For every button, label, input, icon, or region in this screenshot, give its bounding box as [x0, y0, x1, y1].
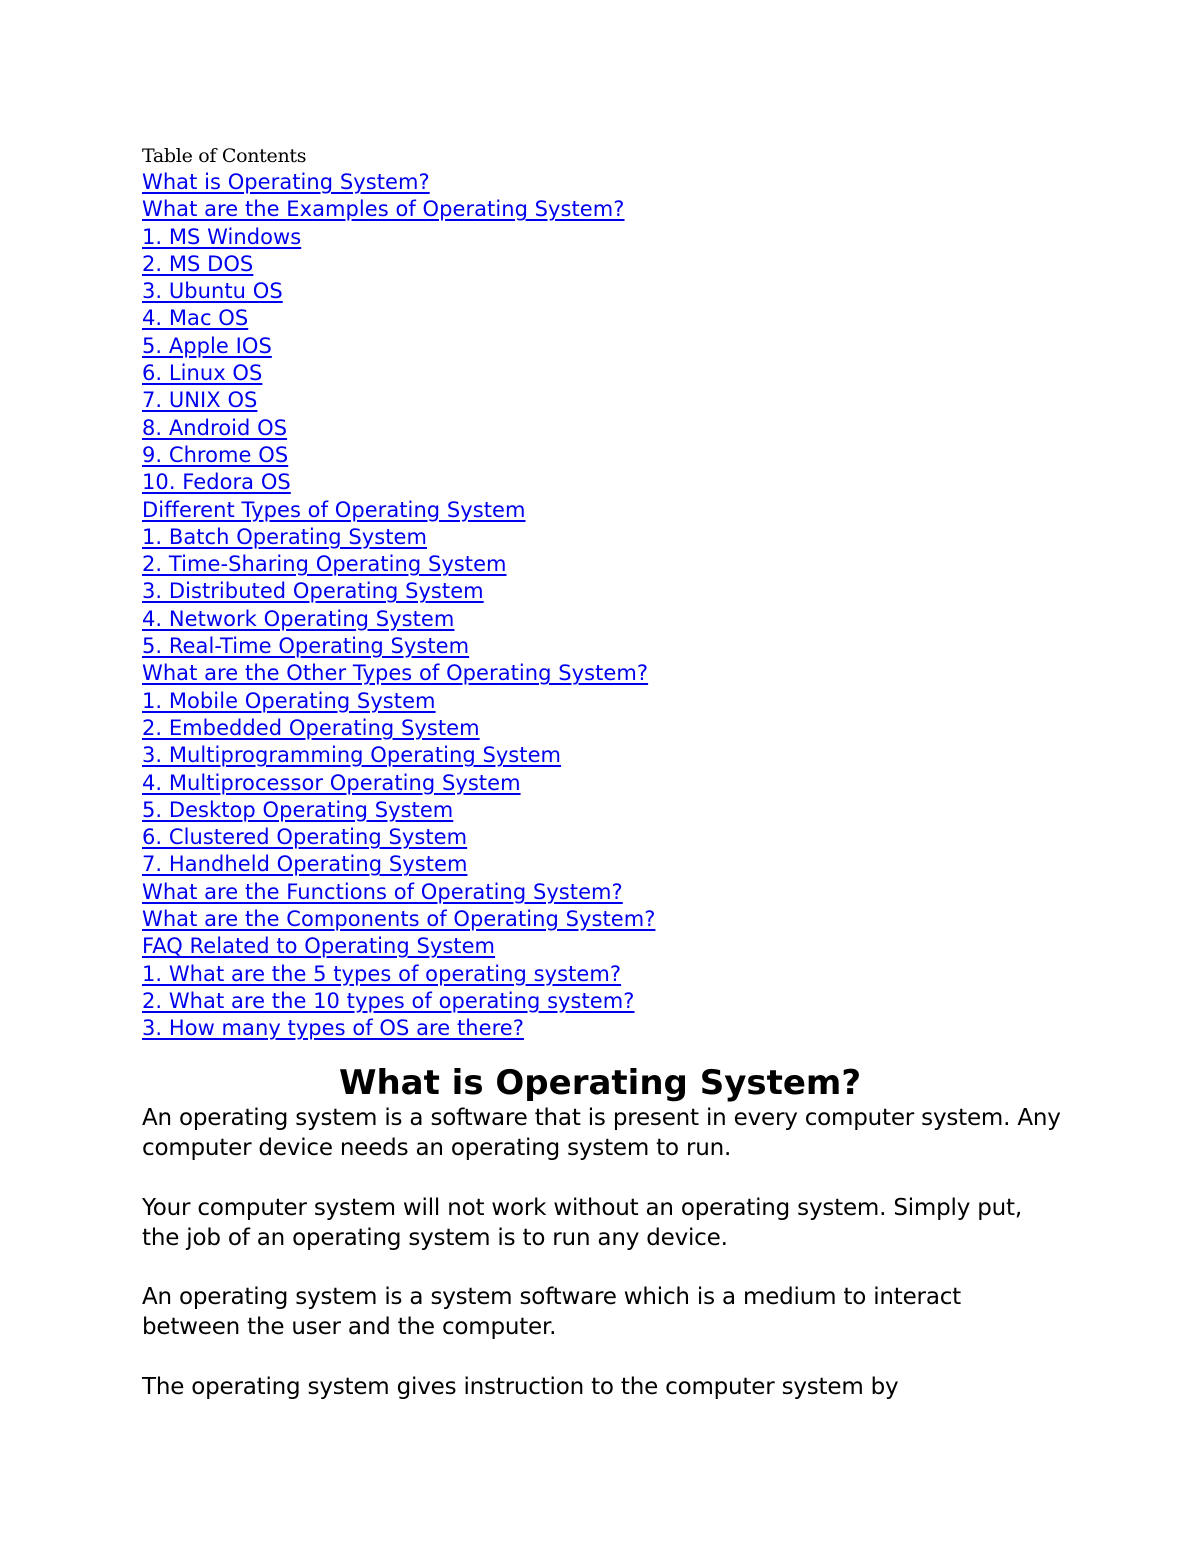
toc-title: Table of Contents — [142, 145, 307, 167]
toc-link-android-os[interactable]: 8. Android OS — [142, 415, 288, 440]
toc-item — [142, 824, 655, 851]
toc-item — [142, 851, 655, 878]
toc-item — [142, 333, 655, 360]
toc-link-mac-os[interactable]: 4. Mac OS — [142, 306, 249, 331]
toc-link-embedded-os[interactable]: 2. Embedded Operating System — [142, 715, 480, 740]
toc-item — [142, 442, 655, 469]
toc-link-batch-os[interactable]: 1. Batch Operating System — [142, 524, 427, 549]
toc-item — [142, 797, 655, 824]
toc-link-network-os[interactable]: 4. Network Operating System — [142, 606, 455, 631]
body-paragraph: An operating system is a software that is present in every computer system. Any computer device needs an operating system to run. — [142, 1105, 1061, 1161]
toc-item — [142, 387, 655, 414]
toc-link-faq-10-types[interactable]: 2. What are the 10 types of operating system? — [142, 988, 635, 1013]
toc-item — [142, 961, 655, 988]
toc-link-functions[interactable]: What are the Functions of Operating System? — [142, 879, 623, 904]
toc-item — [142, 224, 655, 251]
toc-item — [142, 251, 655, 278]
toc-item — [142, 169, 655, 196]
toc-link-real-time-os[interactable]: 5. Real-Time Operating System — [142, 634, 470, 659]
toc-item — [142, 606, 655, 633]
toc-link-handheld-os[interactable]: 7. Handheld Operating System — [142, 852, 468, 877]
toc-link-multiprogramming-os[interactable]: 3. Multiprogramming Operating System — [142, 743, 562, 768]
toc-link-faq-how-many[interactable]: 3. How many types of OS are there? — [142, 1016, 524, 1041]
toc-link-faq[interactable]: FAQ Related to Operating System — [142, 934, 496, 959]
section-body — [142, 1103, 1062, 1431]
toc-item — [142, 742, 655, 769]
toc-item — [142, 715, 655, 742]
body-paragraph: The operating system gives instruction to the computer system by — [142, 1373, 899, 1400]
toc-item — [142, 770, 655, 797]
toc-link-other-types[interactable]: What are the Other Types of Operating System? — [142, 661, 649, 686]
toc-item — [142, 1015, 655, 1042]
toc-link-faq-5-types[interactable]: 1. What are the 5 types of operating system? — [142, 961, 622, 986]
section-heading: What is Operating System? — [338, 1063, 862, 1103]
toc-link-components[interactable]: What are the Components of Operating System? — [142, 907, 656, 932]
toc-item — [142, 906, 655, 933]
toc-link-fedora-os[interactable]: 10. Fedora OS — [142, 470, 291, 495]
toc-item — [142, 551, 655, 578]
body-paragraph: An operating system is a system software which is a medium to interact between the user and the computer. — [142, 1284, 961, 1340]
toc-item — [142, 933, 655, 960]
toc-link-distributed-os[interactable]: 3. Distributed Operating System — [142, 579, 484, 604]
toc-link-linux-os[interactable]: 6. Linux OS — [142, 361, 263, 386]
toc-item — [142, 660, 655, 687]
toc-link-ubuntu-os[interactable]: 3. Ubuntu OS — [142, 279, 283, 304]
toc-item — [142, 196, 655, 223]
toc-link-multiprocessor-os[interactable]: 4. Multiprocessor Operating System — [142, 770, 521, 795]
toc-link-examples[interactable]: What are the Examples of Operating System? — [142, 197, 625, 222]
toc-item — [142, 278, 655, 305]
toc-link-unix-os[interactable]: 7. UNIX OS — [142, 388, 258, 413]
toc-link-time-sharing-os[interactable]: 2. Time-Sharing Operating System — [142, 552, 507, 577]
toc-link-apple-ios[interactable]: 5. Apple IOS — [142, 333, 272, 358]
toc-link-different-types[interactable]: Different Types of Operating System — [142, 497, 526, 522]
toc-item — [142, 360, 655, 387]
toc-item — [142, 305, 655, 332]
toc-item — [142, 988, 655, 1015]
toc-item — [142, 415, 655, 442]
toc-item — [142, 524, 655, 551]
toc-link-ms-dos[interactable]: 2. MS DOS — [142, 251, 254, 276]
toc-item — [142, 879, 655, 906]
toc-item — [142, 578, 655, 605]
toc-link-desktop-os[interactable]: 5. Desktop Operating System — [142, 797, 454, 822]
toc-link-what-is-os[interactable]: What is Operating System? — [142, 170, 430, 194]
toc-link-ms-windows[interactable]: 1. MS Windows — [142, 224, 302, 249]
toc-link-chrome-os[interactable]: 9. Chrome OS — [142, 442, 289, 467]
toc-item — [142, 633, 655, 660]
toc-link-mobile-os[interactable]: 1. Mobile Operating System — [142, 688, 436, 713]
toc-item — [142, 688, 655, 715]
body-paragraph: Your computer system will not work without an operating system. Simply put, the job of an operating system is to run any device. — [142, 1194, 1022, 1251]
toc-item — [142, 469, 655, 496]
toc-link-clustered-os[interactable]: 6. Clustered Operating System — [142, 825, 468, 850]
table-of-contents — [142, 169, 655, 1043]
toc-item — [142, 497, 655, 524]
